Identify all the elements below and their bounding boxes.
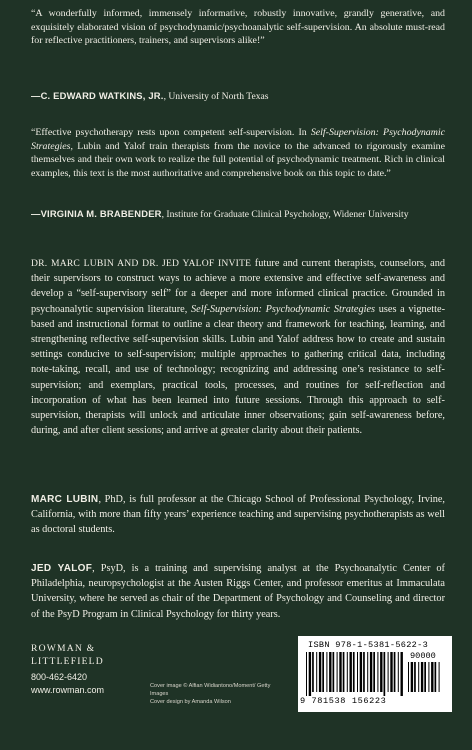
bio-lubin: MARC LUBIN, PhD, is full professor at the Chicago School of Professional Psychology, Irvine, California, with more than fifty years’ experience teaching and supervising psychotherapists as well as doctoral students. xyxy=(31,494,446,536)
quote-affiliation: , University of North Texas xyxy=(163,91,269,102)
bio-name: MARC LUBIN xyxy=(31,494,99,505)
isbn-text: ISBN 978-1-5381-5622-3 xyxy=(308,640,429,650)
publisher-name-line2: LITTLEFIELD xyxy=(31,656,104,667)
cover-design-credit: Cover design by Amanda Wilson xyxy=(150,699,231,705)
quote-affiliation: , Institute for Graduate Clinical Psychology, Widener University xyxy=(161,209,409,220)
barcode-addon-icon xyxy=(408,662,444,696)
quote-author: —C. EDWARD WATKINS, JR. xyxy=(31,90,164,101)
quote-author: —VIRGINIA M. BRABENDER xyxy=(31,208,162,219)
cover-credits xyxy=(150,682,290,706)
book-title-italic: Self-Supervision: Psychodynamic Strategies xyxy=(191,303,376,315)
barcode-panel xyxy=(298,636,452,712)
quote-brabender-attribution xyxy=(31,207,445,221)
barcode-ean-icon xyxy=(306,652,406,696)
publisher-name-line1: ROWMAN & xyxy=(31,643,96,654)
publisher-phone: 800-462-6420 xyxy=(31,672,88,682)
price-code: 90000 xyxy=(410,651,436,661)
book-description: DR. MARC LUBIN AND DR. JED YALOF INVITE future and current therapists, counselors, and their supervisors to construct ways to achieve a more extensive and effective self-awareness and develop a “self-supervisory self” for a deeper and more informed clinical practice. Grounded in psychoanalytic supervision literature, Self-Supervision: Psychodynamic Strategies uses a vignette-based and instructional format to outline a clear theory and framework for teaching, learning, and strengthening reflective self-supervision skills. Lubin and Yalof address how to create and sustain settings conducive to self-supervision; multiple approaches to gathering critical data, including note-taking, recall, and use of technology; recognizing and addressing one’s resistance to self-supervision; and exemplars, practical tools, processes, and routines for self-reflection and incorporation of what has been learned into future sessions. Through this approach to self-supervision, therapists will unlock and articulate inner observations; gain self-awareness before, during, and after client sessions; and arrive at greater clarity about their patients. xyxy=(31,258,446,437)
bio-yalof: JED YALOF, PsyD, is a training and supervising analyst at the Psychoanalytic Center of Philadelphia, neuropsychologist at the Austen Riggs Center, and professor emeritus at Immaculata University, where he served as chair of the Department of Psychology and Counseling and director of the PsyD Program in Clinical Psychology for thirty years. xyxy=(31,563,445,620)
publisher-block xyxy=(31,642,104,697)
quote-brabender: “Effective psychotherapy rests upon competent self-supervision. In Self-Supervision: Psychodynamic Strategies, Lubin and Yalof train therapists from the novice to the advanced to rigorously examine themselves and their own work to realize the full potential of psychodynamic treatment. Rich in clinical examples, this text is the most authoritative and comprehensive book on this topic to date.” xyxy=(31,127,446,179)
publisher-website: www.rowman.com xyxy=(31,685,105,695)
description-lead: DR. MARC LUBIN AND DR. JED YALOF INVITE xyxy=(31,258,252,269)
cover-image-credit: Cover image © Alfian Widiantono/Moment/ Getty Images xyxy=(150,683,271,697)
quote-watkins: “A wonderfully informed, immensely informative, robustly innovative, grandly generative, and exquisitely elaborated vision of psychodynamic/psychoanalytic self-supervision. An absolute must-read for reflective practitioners, trainers, and supervisors alike!” xyxy=(31,8,445,47)
book-title-italic: Self-Supervision: Psychodynamic Strategies xyxy=(31,127,446,152)
bio-name: JED YALOF xyxy=(31,563,93,574)
quote-watkins-attribution xyxy=(31,89,445,103)
barcode-number: 9 781538 156223 xyxy=(300,696,387,706)
